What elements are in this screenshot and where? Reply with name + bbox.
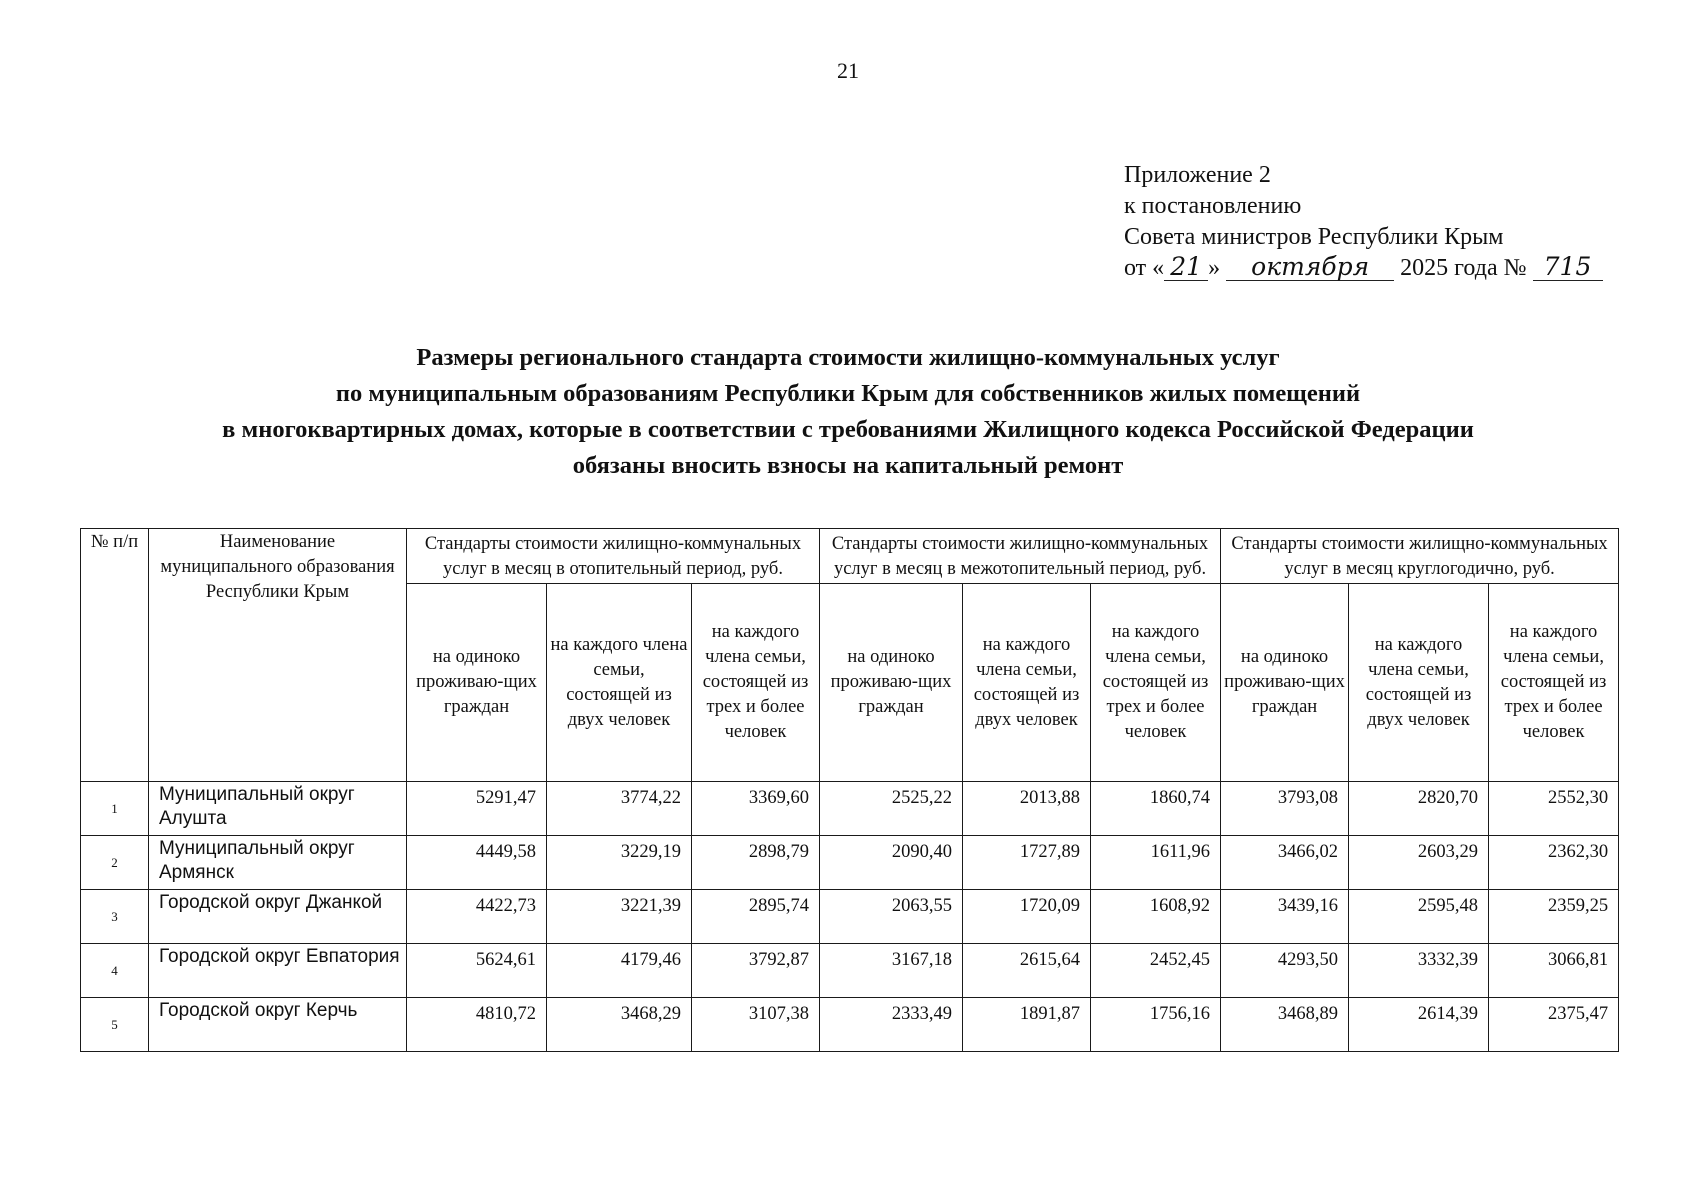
municipality-name: Городской округ Евпатория <box>149 944 407 998</box>
table-cell: 2452,45 <box>1091 944 1221 998</box>
title-line-1: Размеры регионального стандарта стоимости жилищно-коммунальных услуг <box>416 344 1280 371</box>
municipality-name: Муниципальный округ Алушта <box>149 782 407 836</box>
table-cell: 2362,30 <box>1489 836 1619 890</box>
group-header-year-round: Стандарты стоимости жилищно-коммунальных услуг в месяц круглогодично, руб. <box>1221 529 1619 584</box>
municipality-name: Городской округ Керчь <box>149 998 407 1052</box>
subheader: на одиноко проживаю-щих граждан <box>820 584 963 782</box>
table-cell: 3468,29 <box>547 998 692 1052</box>
table-cell: 2090,40 <box>820 836 963 890</box>
handwritten-month: октября <box>1226 254 1394 281</box>
table-cell: 2603,29 <box>1349 836 1489 890</box>
table-cell: 4293,50 <box>1221 944 1349 998</box>
table-cell: 3468,89 <box>1221 998 1349 1052</box>
handwritten-day: 21 <box>1164 254 1208 281</box>
municipality-name: Муниципальный округ Армянск <box>149 836 407 890</box>
subheader: на каждого члена семьи, состоящей из двух человек <box>547 584 692 782</box>
table-row <box>81 836 1619 890</box>
row-number: 4 <box>81 944 149 998</box>
appendix-line-3: Совета министров Республики Крым <box>1124 224 1504 250</box>
table-cell: 1608,92 <box>1091 890 1221 944</box>
row-number: 5 <box>81 998 149 1052</box>
date-prefix: от « <box>1124 255 1165 281</box>
date-mid: » <box>1208 255 1221 281</box>
table-cell: 2898,79 <box>692 836 820 890</box>
table-cell: 2552,30 <box>1489 782 1619 836</box>
table-cell: 1727,89 <box>963 836 1091 890</box>
table-cell: 5291,47 <box>407 782 547 836</box>
subheader: на одиноко проживаю-щих граждан <box>1221 584 1349 782</box>
group-header-heating: Стандарты стоимости жилищно-коммунальных услуг в месяц в отопительный период, руб. <box>407 529 820 584</box>
table-cell: 2333,49 <box>820 998 963 1052</box>
group-header-non-heating: Стандарты стоимости жилищно-коммунальных услуг в месяц в межотопительный период, руб. <box>820 529 1221 584</box>
table-cell: 2525,22 <box>820 782 963 836</box>
subheader: на каждого члена семьи, состоящей из двух человек <box>963 584 1091 782</box>
table-cell: 1720,09 <box>963 890 1091 944</box>
table-cell: 4449,58 <box>407 836 547 890</box>
table-row <box>81 782 1619 836</box>
table-cell: 4810,72 <box>407 998 547 1052</box>
title-line-2: по муниципальным образованиям Республики Крым для собственников жилых помещений <box>335 380 1361 407</box>
table-row <box>81 890 1619 944</box>
table-cell: 2820,70 <box>1349 782 1489 836</box>
row-number: 3 <box>81 890 149 944</box>
title-line-3: в многоквартирных домах, которые в соответствии с требованиями Жилищного кодекса Российской Федерации <box>222 416 1474 443</box>
table-cell: 3167,18 <box>820 944 963 998</box>
table-cell: 3369,60 <box>692 782 820 836</box>
page-number: 21 <box>837 58 859 83</box>
appendix-date-line <box>1124 253 1664 284</box>
subheader: на каждого члена семьи, состоящей из двух человек <box>1349 584 1489 782</box>
table-row <box>81 998 1619 1052</box>
table-cell: 3439,16 <box>1221 890 1349 944</box>
table-cell: 2614,39 <box>1349 998 1489 1052</box>
table-cell: 3793,08 <box>1221 782 1349 836</box>
table-cell: 3792,87 <box>692 944 820 998</box>
subheader: на одиноко проживаю-щих граждан <box>407 584 547 782</box>
table-cell: 2375,47 <box>1489 998 1619 1052</box>
standards-table <box>80 528 1619 1052</box>
handwritten-number: 715 <box>1533 254 1603 281</box>
table-cell: 1860,74 <box>1091 782 1221 836</box>
table-cell: 2013,88 <box>963 782 1091 836</box>
col-header-num: № п/п <box>81 529 149 782</box>
table-cell: 1891,87 <box>963 998 1091 1052</box>
table-cell: 4422,73 <box>407 890 547 944</box>
year-text: 2025 года № <box>1400 255 1527 281</box>
table-cell: 2063,55 <box>820 890 963 944</box>
table-cell: 5624,61 <box>407 944 547 998</box>
table-cell: 3221,39 <box>547 890 692 944</box>
appendix-line-2: к постановлению <box>1124 193 1302 219</box>
title-line-4: обязаны вносить взносы на капитальный ремонт <box>572 452 1124 479</box>
subheader: на каждого члена семьи, состоящей из трех и более человек <box>692 584 820 782</box>
table-cell: 4179,46 <box>547 944 692 998</box>
subheader: на каждого члена семьи, состоящей из трех и более человек <box>1489 584 1619 782</box>
table-row <box>81 944 1619 998</box>
table-cell: 3332,39 <box>1349 944 1489 998</box>
table-cell: 3466,02 <box>1221 836 1349 890</box>
subheader: на каждого члена семьи, состоящей из трех и более человек <box>1091 584 1221 782</box>
document-title <box>0 340 1696 484</box>
appendix-line-1: Приложение 2 <box>1124 162 1271 188</box>
table-cell: 3066,81 <box>1489 944 1619 998</box>
col-header-name: Наименование муниципального образования Республики Крым <box>149 529 407 782</box>
table-cell: 1611,96 <box>1091 836 1221 890</box>
municipality-name: Городской округ Джанкой <box>149 890 407 944</box>
row-number: 2 <box>81 836 149 890</box>
table-cell: 2895,74 <box>692 890 820 944</box>
table-cell: 3229,19 <box>547 836 692 890</box>
header-row-groups <box>81 529 1619 584</box>
table-cell: 2359,25 <box>1489 890 1619 944</box>
table-cell: 3107,38 <box>692 998 820 1052</box>
table-cell: 2595,48 <box>1349 890 1489 944</box>
table-cell: 2615,64 <box>963 944 1091 998</box>
appendix-block <box>1124 160 1664 284</box>
row-number: 1 <box>81 782 149 836</box>
table-cell: 1756,16 <box>1091 998 1221 1052</box>
table-cell: 3774,22 <box>547 782 692 836</box>
